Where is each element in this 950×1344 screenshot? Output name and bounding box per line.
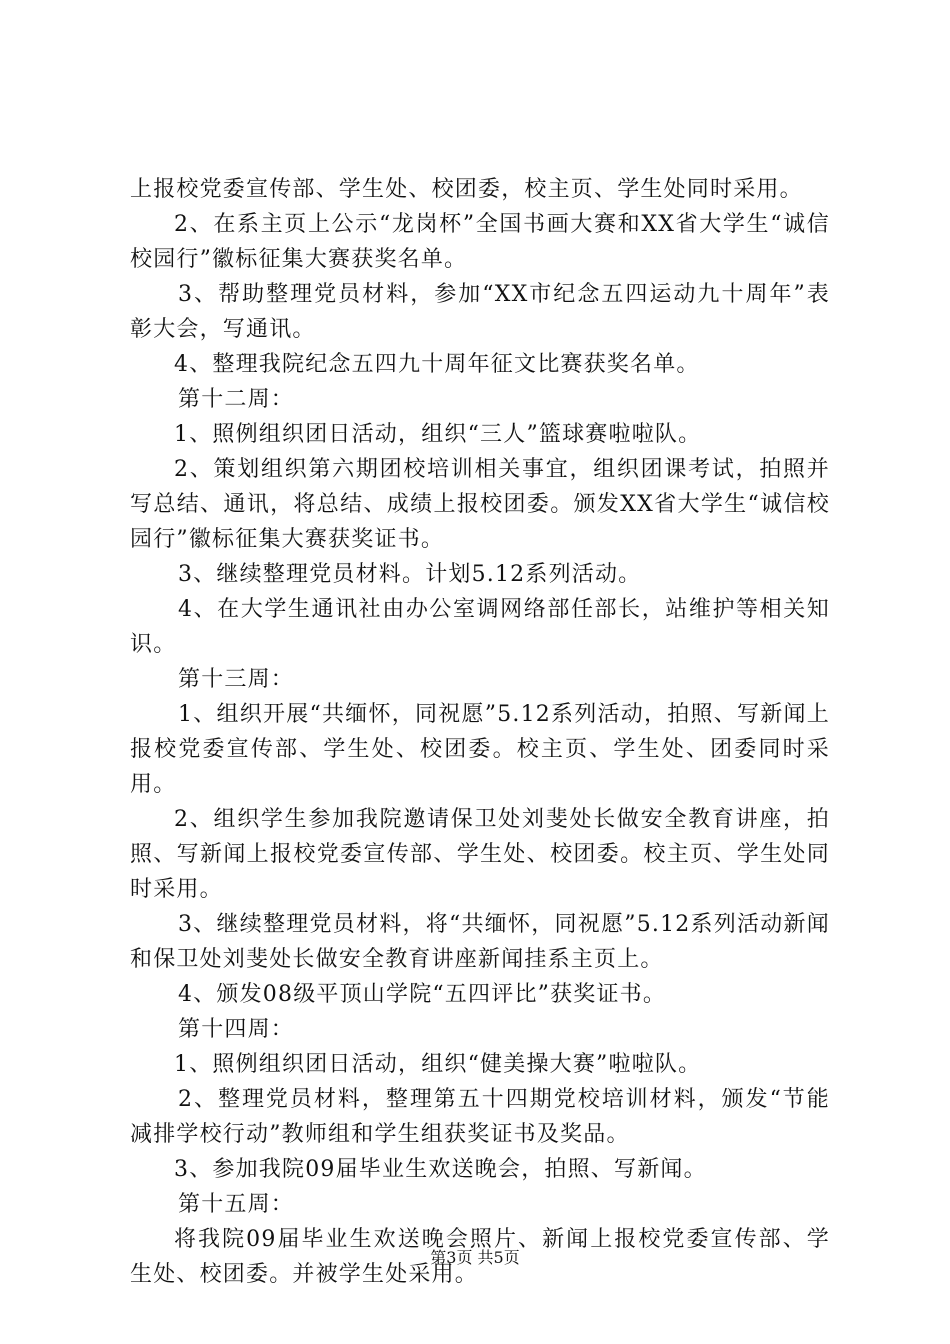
paragraph-week13-item-4: 4、颁发08级平顶山学院“五四评比”获奖证书。 [178, 982, 667, 1007]
paragraph-week12-item-3: 3、继续整理党员材料。计划5.12系列活动。 [178, 562, 642, 587]
paragraph-week12-item-2: 2、策划组织第六期团校培训相关事宜，组织团课考试，拍照并写总结、通讯，将总结、成绩上报校团委。颁发XX省大学生“诚信校园行”徽标征集大赛获奖证书。 [130, 457, 830, 552]
paragraph-week14-item-2: 2、整理党员材料，整理第五十四期党校培训材料，颁发“节能减排学校行动”教师组和学生组获奖证书及奖品。 [130, 1087, 830, 1147]
heading-week-12: 第十二周： [178, 387, 295, 412]
heading-week-15: 第十五周： [178, 1192, 295, 1217]
paragraph-week15-item-1: 将我院09届毕业生欢送晚会照片、新闻上报校党委宣传部、学生处、校团委。并被学生处采用。 [130, 1227, 830, 1287]
paragraph-week12-item-4: 4、在大学生通讯社由办公室调网络部任部长，站维护等相关知识。 [130, 597, 830, 657]
paragraph-week14-item-1: 1、照例组织团日活动，组织“健美操大赛”啦啦队。 [174, 1052, 702, 1077]
paragraph-week14-item-3: 3、参加我院09届毕业生欢送晚会，拍照、写新闻。 [174, 1157, 707, 1182]
paragraph-week12-item-1: 1、照例组织团日活动，组织“三人”篮球赛啦啦队。 [174, 422, 702, 447]
heading-week-14: 第十四周： [178, 1017, 295, 1042]
paragraph-week11-item-3: 3、帮助整理党员材料，参加“XX市纪念五四运动九十周年”表彰大会，写通讯。 [130, 282, 830, 342]
page-number-footer: 第3页 共5页 [430, 1248, 520, 1267]
heading-week-13: 第十三周： [178, 667, 295, 692]
paragraph-week13-item-2: 2、组织学生参加我院邀请保卫处刘斐处长做安全教育讲座，拍照、写新闻上报校党委宣传部、学生处、校团委。校主页、学生处同时采用。 [130, 807, 830, 902]
paragraph-week13-item-1: 1、组织开展“共缅怀，同祝愿”5.12系列活动，拍照、写新闻上报校党委宣传部、学生处、校团委。校主页、学生处、团委同时采用。 [130, 702, 830, 797]
paragraph-week13-item-3: 3、继续整理党员材料，将“共缅怀，同祝愿”5.12系列活动新闻和保卫处刘斐处长做安全教育讲座新闻挂系主页上。 [130, 912, 830, 972]
paragraph-continuation: 上报校党委宣传部、学生处、校团委，校主页、学生处同时采用。 [130, 177, 803, 202]
paragraph-week11-item-2: 2、在系主页上公示“龙岗杯”全国书画大赛和XX省大学生“诚信校园行”徽标征集大赛获奖名单。 [130, 212, 830, 272]
paragraph-week11-item-4: 4、整理我院纪念五四九十周年征文比赛获奖名单。 [174, 352, 700, 377]
document-body [130, 172, 830, 1292]
